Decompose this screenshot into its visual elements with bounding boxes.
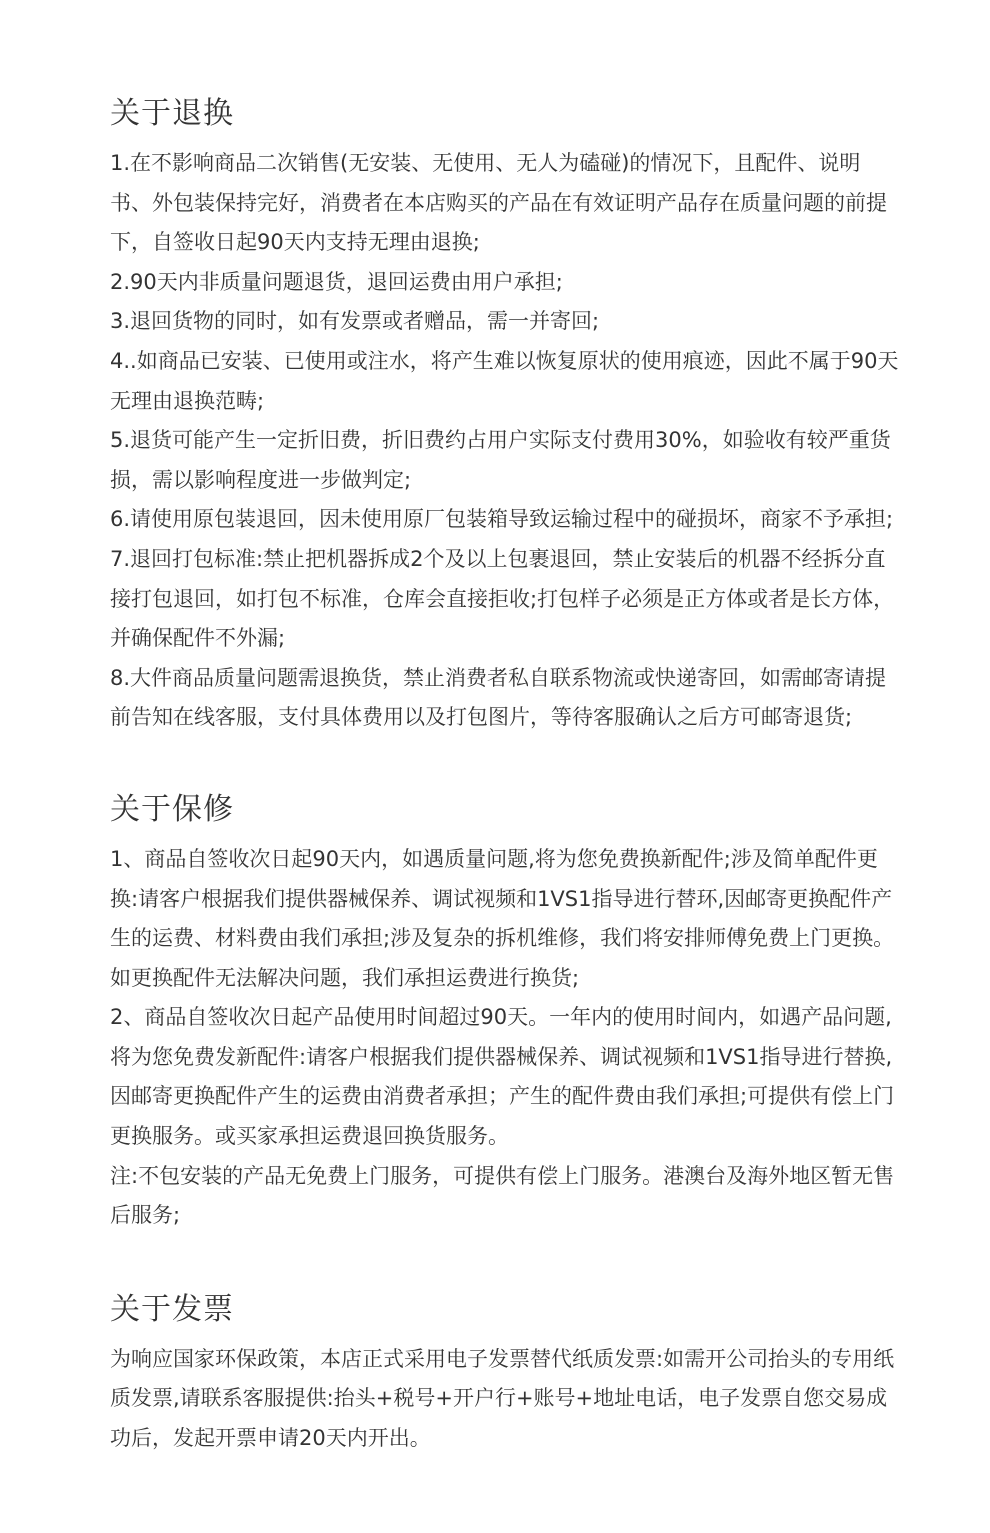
returns-item-3: 3.退回货物的同时，如有发票或者赠品，需一并寄回; [110, 309, 600, 334]
returns-title: 关于退换 [110, 96, 234, 131]
warranty-title: 关于保修 [110, 791, 234, 827]
returns-item-2: 2.90天内非质量问题退货，退回运费由用户承担; [110, 269, 563, 294]
warranty-item-1: 1、商品自签收次日起90天内，如遇质量问题,将为您免费换新配件;涉及简单配件更换:请客户根据我们提供器械保养、调试视频和1VS1指导进行替环,因邮寄更换配件产生的运费、材料费由我们承担;涉及复杂的拆机维修，我们将安排师傅免费上门更换。如更换配件无法解决问题，我们承担运费进行换货; [110, 846, 895, 990]
returns-item-6: 6.请使用原包装退回，因未使用原厂包装箱导致运输过程中的碰损坏，商家不予承担; [110, 507, 894, 532]
invoice-title: 关于发票 [110, 1291, 234, 1327]
returns-item-1: 1.在不影响商品二次销售(无安装、无使用、无人为磕碰)的情况下，且配件、说明书、外包装保持完好，消费者在本店购买的产品在有效证明产品存在质量问题的前提下，自签收日起90天内支持无理由退换; [110, 151, 887, 255]
invoice-list [110, 1340, 900, 1459]
returns-section [110, 92, 900, 738]
invoice-section [110, 1288, 900, 1459]
returns-item-7: 7.退回打包标准:禁止把机器拆成2个及以上包裹退回，禁止安装后的机器不经拆分直接打包退回，如打包不标准，仓库会直接拒收;打包样子必须是正方体或者是长方体，并确保配件不外漏; [110, 546, 895, 651]
returns-item-4: 4..如商品已安装、已使用或注水，将产生难以恢复原状的使用痕迹，因此不属于90天无理由退换范畴; [110, 348, 899, 413]
returns-item-5: 5.退货可能产生一定折旧费，折旧费约占用户实际支付费用30%，如验收有较严重货损，需以影响程度进一步做判定; [110, 428, 891, 492]
warranty-item-2: 2、商品自签收次日起产品使用时间超过90天。一年内的使用时间内，如遇产品问题,将为您免费发新配件:请客户根据我们提供器械保养、调试视频和1VS1指导进行替换,因邮寄更换配件产生的运费由消费者承担；产生的配件费由我们承担;可提供有偿上门更换服务。或买家承担运费退回换货服务。 [110, 1005, 895, 1149]
returns-list [110, 144, 900, 738]
warranty-section [110, 788, 900, 1236]
warranty-note: 注:不包安装的产品无免费上门服务，可提供有偿上门服务。港澳台及海外地区暂无售后服务; [110, 1163, 895, 1228]
invoice-item-1: 为响应国家环保政策，本店正式采用电子发票替代纸质发票:如需开公司抬头的专用纸质发票,请联系客服提供:抬头+税号+开户行+账号+地址电话，电子发票自您交易成功后，发起开票申请20天内开出。 [110, 1346, 895, 1451]
warranty-list [110, 840, 900, 1236]
returns-item-8: 8.大件商品质量问题需退换货，禁止消费者私自联系物流或快递寄回，如需邮寄请提前告知在线客服，支付具体费用以及打包图片，等待客服确认之后方可邮寄退货; [110, 665, 887, 730]
